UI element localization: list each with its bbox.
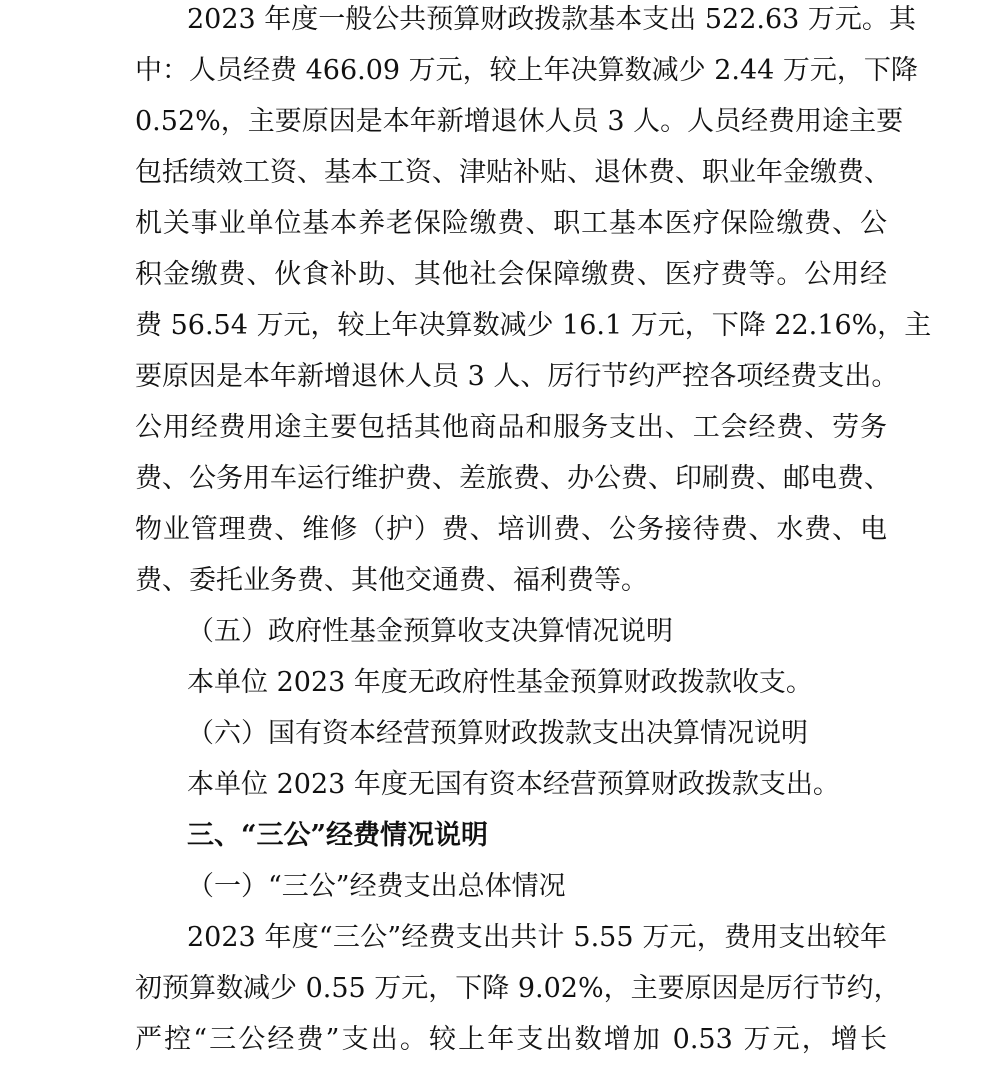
budget-paragraph-line-8: 要原因是本年新增退休人员 3 人、厉行节约严控各项经费支出。 <box>135 361 899 392</box>
section-5-text: 本单位 2023 年度无政府性基金预算财政拨款收支。 <box>187 667 813 698</box>
budget-paragraph-line-7: 费 56.54 万元，较上年决算数减少 16.1 万元，下降 22.16%，主 <box>135 310 932 341</box>
section-6-text: 本单位 2023 年度无国有资本经营预算财政拨款支出。 <box>187 769 840 800</box>
sangong-paragraph-line-2: 初预算数减少 0.55 万元，下降 9.02%，主要原因是厉行节约， <box>135 973 901 1004</box>
budget-paragraph-line-10: 费、公务用车运行维护费、差旅费、办公费、印刷费、邮电费、 <box>135 463 891 494</box>
section-6-heading: （六）国有资本经营预算财政拨款支出决算情况说明 <box>187 718 808 749</box>
budget-paragraph-line-11: 物业管理费、维修（护）费、培训费、公务接待费、水费、电 <box>135 514 887 545</box>
part-3-heading: 三、“三公”经费情况说明 <box>187 820 489 851</box>
sangong-paragraph-line-3: 严控“三公经费”支出。较上年支出数增加 0.53 万元，增长 <box>135 1024 887 1055</box>
budget-paragraph-line-4: 包括绩效工资、基本工资、津贴补贴、退休费、职业年金缴费、 <box>135 157 891 188</box>
sangong-paragraph-line-1: 2023 年度“三公”经费支出共计 5.55 万元，费用支出较年 <box>187 922 887 953</box>
section-5-heading: （五）政府性基金预算收支决算情况说明 <box>187 616 673 647</box>
budget-paragraph-line-6: 积金缴费、伙食补助、其他社会保障缴费、医疗费等。公用经 <box>135 259 887 290</box>
part-3-subsection-1-heading: （一）“三公”经费支出总体情况 <box>187 871 566 902</box>
budget-paragraph-line-3: 0.52%，主要原因是本年新增退休人员 3 人。人员经费用途主要 <box>135 106 904 137</box>
budget-paragraph-line-1: 2023 年度一般公共预算财政拨款基本支出 522.63 万元。其 <box>187 4 916 35</box>
budget-paragraph-line-2: 中：人员经费 466.09 万元，较上年决算数减少 2.44 万元，下降 <box>135 55 918 86</box>
budget-paragraph-line-5: 机关事业单位基本养老保险缴费、职工基本医疗保险缴费、公 <box>135 208 887 239</box>
budget-paragraph-line-9: 公用经费用途主要包括其他商品和服务支出、工会经费、劳务 <box>135 412 887 443</box>
budget-paragraph-line-12: 费、委托业务费、其他交通费、福利费等。 <box>135 565 648 596</box>
